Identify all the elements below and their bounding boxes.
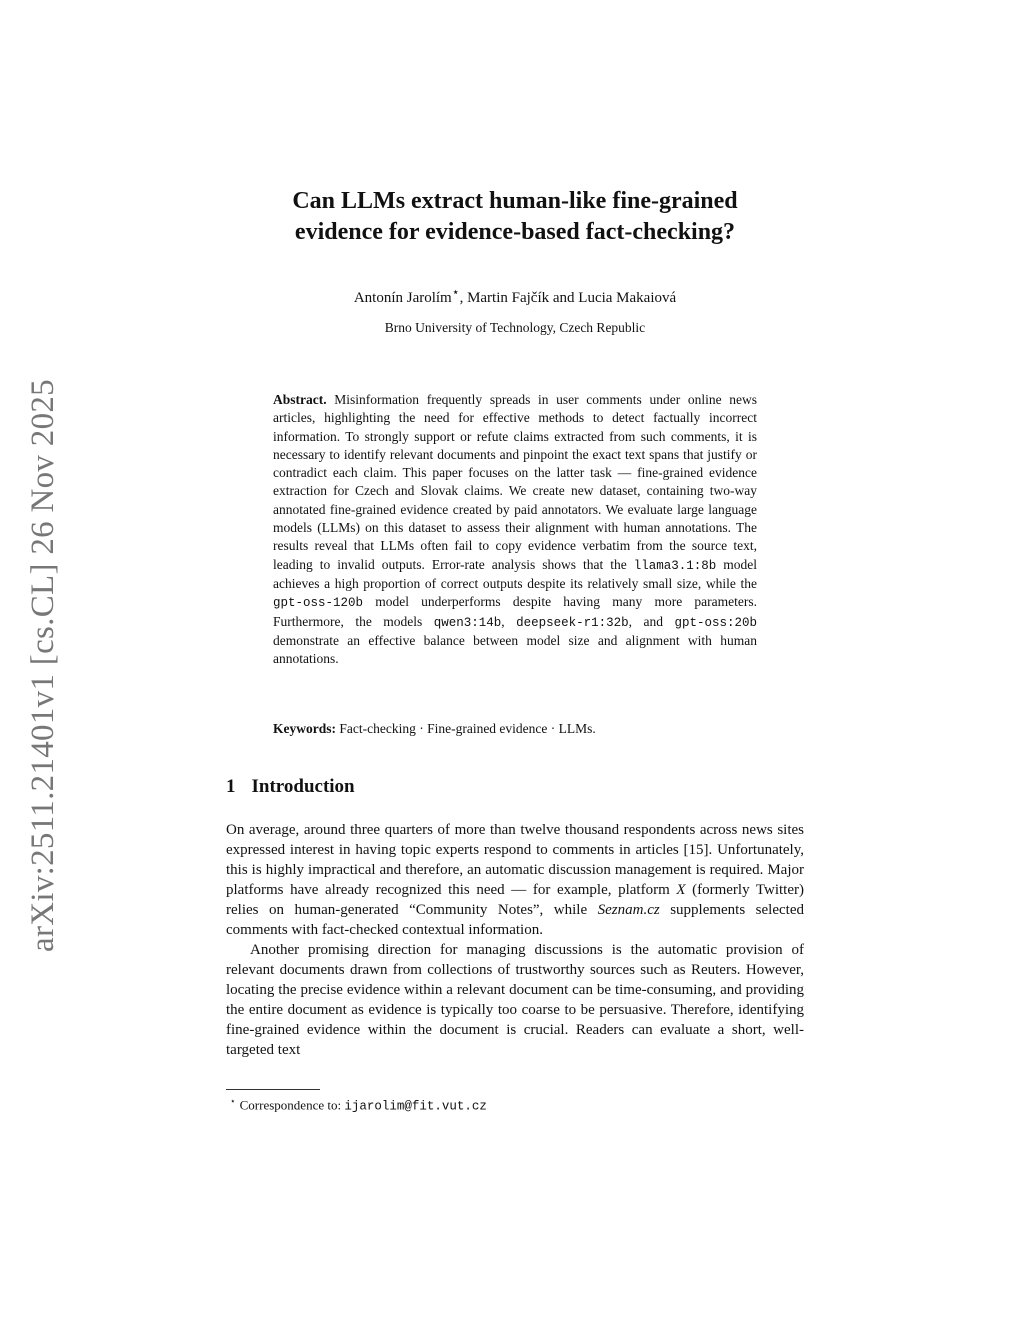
- footnote-mark: ⋆: [230, 1096, 236, 1106]
- email-address: ijarolim@fit.vut.cz: [344, 1099, 487, 1114]
- correspondence-mark: ⋆: [451, 285, 460, 299]
- abstract-text-5: , and: [628, 613, 675, 629]
- intro-paragraph-2: Another promising direction for managing discussions is the automatic provision of relevant documents drawn from collections of trustworthy sources such as Reuters. However, locating the precise evidence within a relevant document can be time-consuming, and providing the entire document as evidence is typically too coarse to be persuasive. Therefore, identifying fine-grained evidence within the document is crucial. Readers can evaluate a short, well-targeted text: [226, 942, 804, 1058]
- section-heading: [226, 776, 355, 798]
- section-title: Introduction: [251, 776, 355, 797]
- author-list: [200, 284, 830, 307]
- abstract: [273, 391, 757, 668]
- affiliation: Brno University of Technology, Czech Republic: [384, 320, 646, 335]
- keywords: [273, 721, 757, 737]
- model-name: qwen3:14b: [433, 615, 502, 630]
- intro-text: On average, around three quarters of more than twelve thousand respondents across news sites expressed interest in having topic experts respond to comments in articles [15]. Unfortunately, this is highly impractical and therefore, an automatic discussion management is required. Major platforms have already recognized this need — for example, platform: [226, 822, 804, 898]
- abstract-text-2: model achieves a high proportion of correct outputs despite its relatively small size, while the: [273, 556, 757, 591]
- intro-text: (formerly Twitter) relies on human-generated “Community Notes”, while: [226, 882, 804, 918]
- platform-x: X: [676, 882, 686, 898]
- platform-seznam: Seznam.cz: [597, 902, 660, 918]
- footnote-divider: [226, 1089, 320, 1090]
- abstract-text-4: ,: [501, 613, 517, 629]
- arxiv-identifier: arXiv:2511.21401v1 [cs.CL] 26 Nov 2025: [24, 378, 61, 952]
- abstract-text-6: demonstrate an effective balance between model size and alignment with human annotations.: [273, 632, 757, 667]
- abstract-text-1: Misinformation frequently spreads in user comments under online news articles, highlighting the need for effective methods to detect factually incorrect information. To strongly support or refute claims extracted from such comments, it is necessary to identify relevant documents and pinpoint the exact text spans that justify or contradict each claim. This paper focuses on the latter task — fine-grained evidence extraction for Czech and Slovak claims. We create new dataset, containing two-way annotated fine-grained evidence created by paid annotators. We evaluate large language models (LLMs) on this dataset to assess their alignment with human annotations. The results reveal that LLMs often fail to copy evidence verbatim from the source text, leading to invalid outputs. Error-rate analysis shows that the: [273, 392, 758, 572]
- model-name: gpt-oss:20b: [674, 615, 757, 630]
- keywords-text: Fact-checking · Fine-grained evidence · LLMs.: [339, 721, 596, 736]
- intro-paragraph-1: [226, 820, 804, 940]
- title-line-2: evidence for evidence-based fact-checking?: [294, 219, 736, 245]
- title-line-1: Can LLMs extract human-like fine-grained: [292, 188, 738, 214]
- model-name: llama3.1:8b: [633, 558, 717, 573]
- introduction-body: [226, 820, 804, 1060]
- section-number: 1: [226, 776, 236, 797]
- abstract-text-3: model underperforms despite having many more parameters. Furthermore, the models: [273, 594, 757, 629]
- intro-text: supplements selected comments with fact-checked contextual information.: [226, 902, 804, 938]
- other-authors: , Martin Fajčík and Lucia Makaiová: [459, 290, 677, 306]
- abstract-label: Abstract.: [273, 392, 327, 407]
- arxiv-sidebar: [18, 370, 68, 960]
- first-author: Antonín Jarolím: [353, 290, 452, 306]
- footnote: [230, 1096, 487, 1113]
- keywords-label: Keywords:: [273, 721, 336, 736]
- paper-title: [200, 186, 830, 248]
- footnote-text: Correspondence to:: [239, 1097, 345, 1113]
- model-name: deepseek-r1:32b: [516, 615, 629, 630]
- model-name: gpt-oss-120b: [273, 596, 364, 611]
